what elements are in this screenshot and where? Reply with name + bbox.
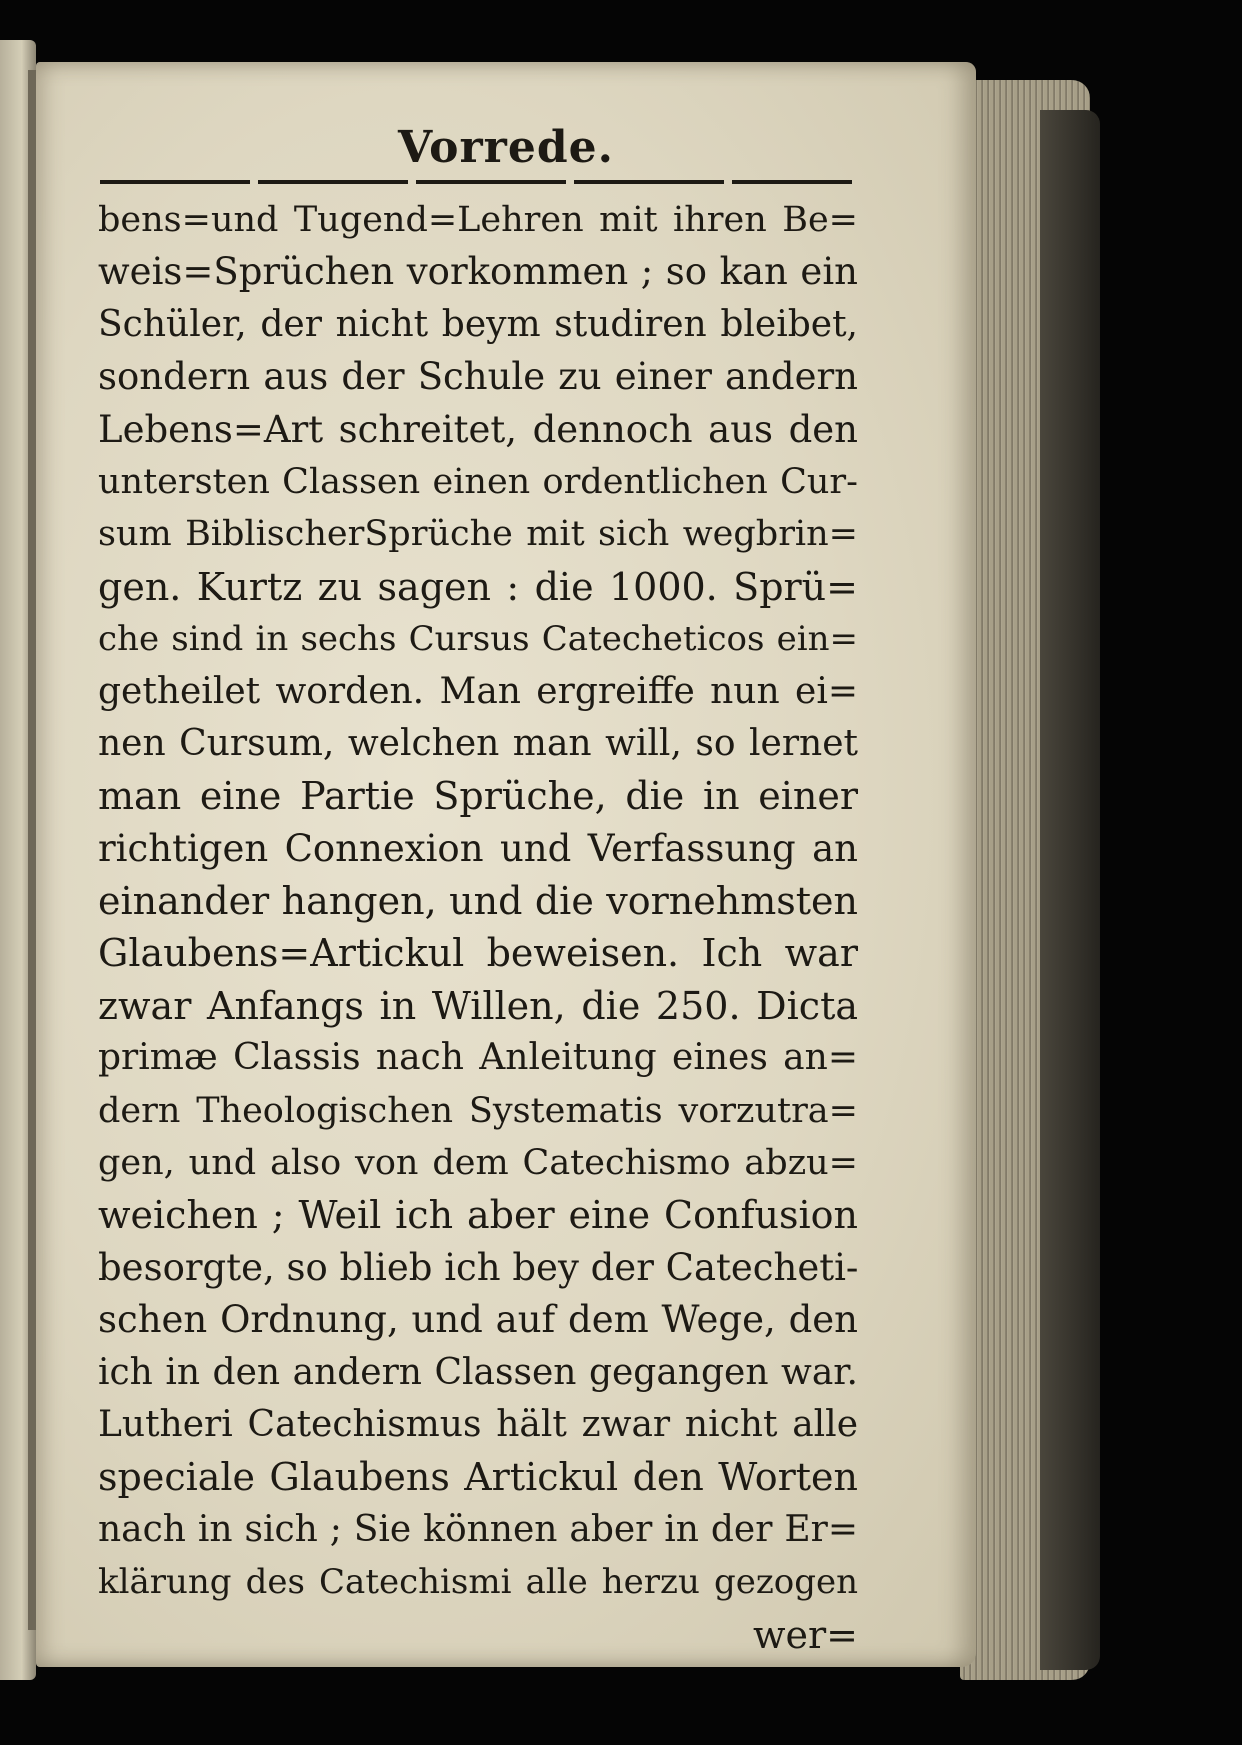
text-line: weis=Sprüchen vorkommen ; so kan ein [98, 250, 858, 294]
book-cover-edge [1040, 110, 1100, 1670]
book-page [36, 62, 976, 1667]
text-line: Schüler, der nicht beym studiren bleibet, [98, 303, 858, 345]
text-line: zwar Anfangs in Willen, die 250. Dicta [98, 983, 858, 1028]
text-line: sondern aus der Schule zu einer andern [98, 355, 858, 399]
text-line: untersten Classen einen ordentlichen Cur- [98, 461, 858, 502]
text-line: dern Theologischen Systematis vorzutra= [98, 1090, 858, 1131]
text-line: primæ Classis nach Anleitung eines an= [98, 1037, 858, 1079]
text-line: man eine Partie Sprüche, die in einer [98, 774, 858, 819]
text-line: weichen ; Weil ich aber eine Confusion [98, 1193, 858, 1238]
text-line: einander hangen, und die vornehmsten [98, 879, 858, 924]
text-line: gen, und also von dem Catechismo abzu= [98, 1143, 858, 1184]
text-line: gen. Kurtz zu sagen : die 1000. Sprü= [98, 564, 858, 609]
text-line: getheilet worden. Man ergreiffe nun ei= [98, 670, 858, 712]
catchword: wer= [752, 1612, 858, 1657]
text-line: nach in sich ; Sie können aber in der Er= [98, 1508, 858, 1550]
text-line: nen Cursum, welchen man will, so lernet [98, 722, 858, 764]
text-line: Lebens=Art schreitet, dennoch aus den [98, 407, 858, 451]
text-line: schen Ordnung, und auf dem Wege, den [98, 1298, 858, 1342]
text-line: besorgte, so blieb ich bey der Catecheti- [98, 1245, 858, 1289]
text-line: ich in den andern Classen gegangen war. [98, 1351, 858, 1393]
text-line: Glaubens=Artickul beweisen. Ich war [98, 931, 858, 976]
text-line: speciale Glaubens Artickul den Worten [98, 1455, 858, 1500]
text-line: richtigen Connexion und Verfassung an [98, 826, 858, 870]
page-heading: Vorrede. [398, 122, 614, 173]
heading-rule [100, 180, 852, 184]
text-line: bens=und Tugend=Lehren mit ihren Be= [98, 200, 858, 240]
text-line: che sind in sechs Cursus Catecheticos ein= [98, 619, 858, 660]
text-line: Lutheri Catechismus hält zwar nicht alle [98, 1403, 858, 1445]
body-text [98, 194, 858, 1661]
text-line: klärung des Catechismi alle herzu gezogen [98, 1562, 858, 1603]
text-line: sum BiblischerSprüche mit sich wegbrin= [98, 514, 858, 555]
